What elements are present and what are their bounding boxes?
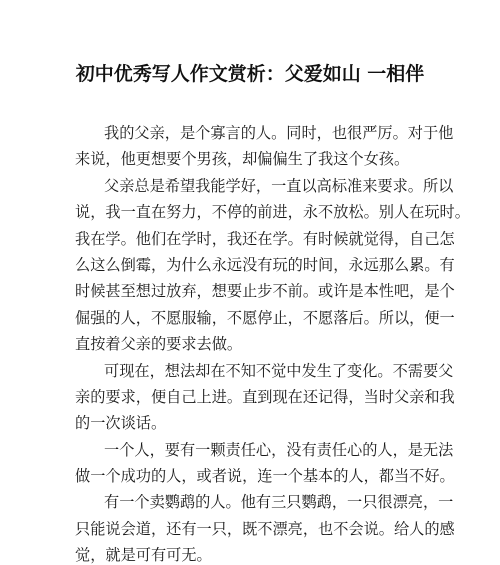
text-line: 来说，他更想要个男孩，却偏偏生了我这个女孩。: [75, 150, 410, 169]
text-line: 一个人，要有一颗责任心，没有责任心的人，是无法: [104, 440, 454, 459]
paragraph-1: [75, 120, 454, 173]
text-line: 我在学。他们在学时，我还在学。有时候就觉得，自己怎: [75, 229, 455, 248]
text-line: 的一次谈话。: [75, 414, 167, 433]
text-line: 父亲总是希望我能学好，一直以高标准来要求。所以: [104, 176, 454, 195]
text-line: 做一个成功的人，或者说，连一个基本的人，都当不好。: [75, 467, 455, 486]
document-title: 初中优秀写人作文赏析：父爱如山 一相伴: [75, 63, 425, 85]
text-line: 说，我一直在努力，不停的前进，永不放松。别人在玩时。: [75, 203, 470, 222]
text-line: 倔强的人，不愿服输，不愿停止，不愿落后。所以，便一: [75, 308, 455, 327]
paragraph-5: [75, 489, 455, 565]
text-line: 亲的要求，便自己上进。直到现在还记得，当时父亲和我: [75, 387, 455, 406]
paragraph-4: [75, 437, 455, 490]
text-line: 么这么倒霉，为什么永远没有玩的时间，永远那么累。有: [75, 255, 455, 274]
text-line: 直按着父亲的要求去做。: [75, 335, 243, 354]
text-line: 我的父亲，是个寡言的人。同时，也很严厉。对于他: [104, 124, 454, 142]
text-line: 觉，就是可有可无。: [75, 546, 212, 565]
text-line: 时候甚至想过放弃，想要止步不前。或许是本性吧，是个: [75, 282, 455, 301]
paragraph-2: [75, 173, 470, 358]
text-line: 可现在，想法却在不知不觉中发生了变化。不需要父: [104, 361, 454, 380]
text-line: 有一个卖鹦鹉的人。他有三只鹦鹉，一只很漂亮，一: [104, 493, 454, 512]
text-line: 只能说会道，还有一只，既不漂亮，也不会说。给人的感: [75, 519, 455, 538]
document-body: [75, 120, 470, 565]
paragraph-3: [75, 358, 455, 437]
